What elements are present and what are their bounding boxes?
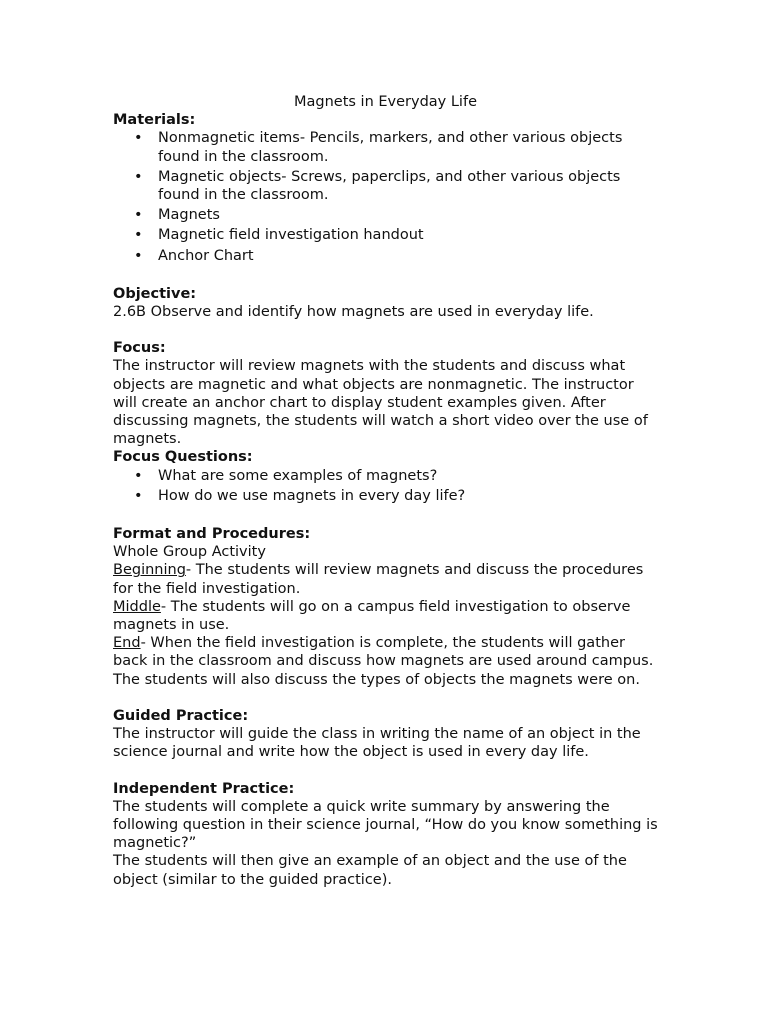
- objective-heading: Objective:: [113, 285, 197, 302]
- focus-question-item: • How do we use magnets in every day life?: [158, 487, 658, 505]
- focus-question-item: • What are some examples of magnets?: [158, 467, 658, 485]
- materials-item: • Magnetic objects- Screws, paperclips, and other various objects found in the classroom.: [158, 168, 658, 204]
- guided-practice-text: The instructor will guide the class in writing the name of an object in the science journal and write how the object is used in every day life.: [113, 726, 641, 761]
- materials-item: • Magnetic field investigation handout: [158, 226, 658, 244]
- materials-item: • Anchor Chart: [158, 247, 658, 265]
- materials-heading: Materials:: [113, 112, 196, 129]
- spacer: [113, 507, 658, 525]
- materials-item: • Magnets: [158, 206, 658, 224]
- end-text: - When the field investigation is complete, the students will gather back in the classroom and discuss how magnets are used around campus. The students will also discuss the types of objects the magnets were on.: [113, 635, 654, 688]
- format-activity: Whole Group Activity: [113, 544, 266, 561]
- independent-practice-heading: Independent Practice:: [113, 780, 295, 797]
- format-middle: [113, 598, 658, 634]
- focus-questions-heading: Focus Questions:: [113, 449, 253, 466]
- independent-practice-text-2: The students will then give an example of an object and the use of the object (similar to the guided practice).: [113, 853, 627, 888]
- format-beginning: [113, 561, 658, 597]
- end-label: End: [113, 635, 141, 652]
- guided-practice-heading: Guided Practice:: [113, 707, 249, 724]
- middle-label: Middle: [113, 598, 161, 615]
- beginning-label: Beginning: [113, 562, 186, 579]
- materials-list: [113, 129, 658, 264]
- independent-practice-text: The students will complete a quick write summary by answering the following question in their science journal, “How do you know something is magnetic?”: [113, 798, 658, 852]
- lesson-plan-page: [113, 93, 658, 889]
- beginning-text: - The students will review magnets and discuss the procedures for the field investigation.: [113, 562, 644, 597]
- document-title: Magnets in Everyday Life: [293, 94, 477, 110]
- middle-text: - The students will go on a campus field investigation to observe magnets in use.: [113, 598, 631, 634]
- objective-text: 2.6B Observe and identify how magnets are used in everyday life.: [113, 304, 594, 321]
- format-heading: Format and Procedures:: [113, 526, 311, 543]
- focus-questions-list: [113, 467, 658, 505]
- spacer: [113, 762, 658, 780]
- focus-text: The instructor will review magnets with the students and discuss what objects are magnetic and what objects are nonmagnetic. The instructor will create an anchor chart to display student examples given. After discussing magnets, the students will watch a short video over the use of magnets.: [113, 358, 648, 448]
- format-end: [113, 634, 658, 689]
- materials-item: • Nonmagnetic items- Pencils, markers, and other various objects found in the classroom.: [158, 129, 658, 165]
- spacer: [113, 689, 658, 707]
- spacer: [113, 321, 658, 339]
- spacer: [113, 267, 658, 285]
- focus-heading: Focus:: [113, 340, 166, 357]
